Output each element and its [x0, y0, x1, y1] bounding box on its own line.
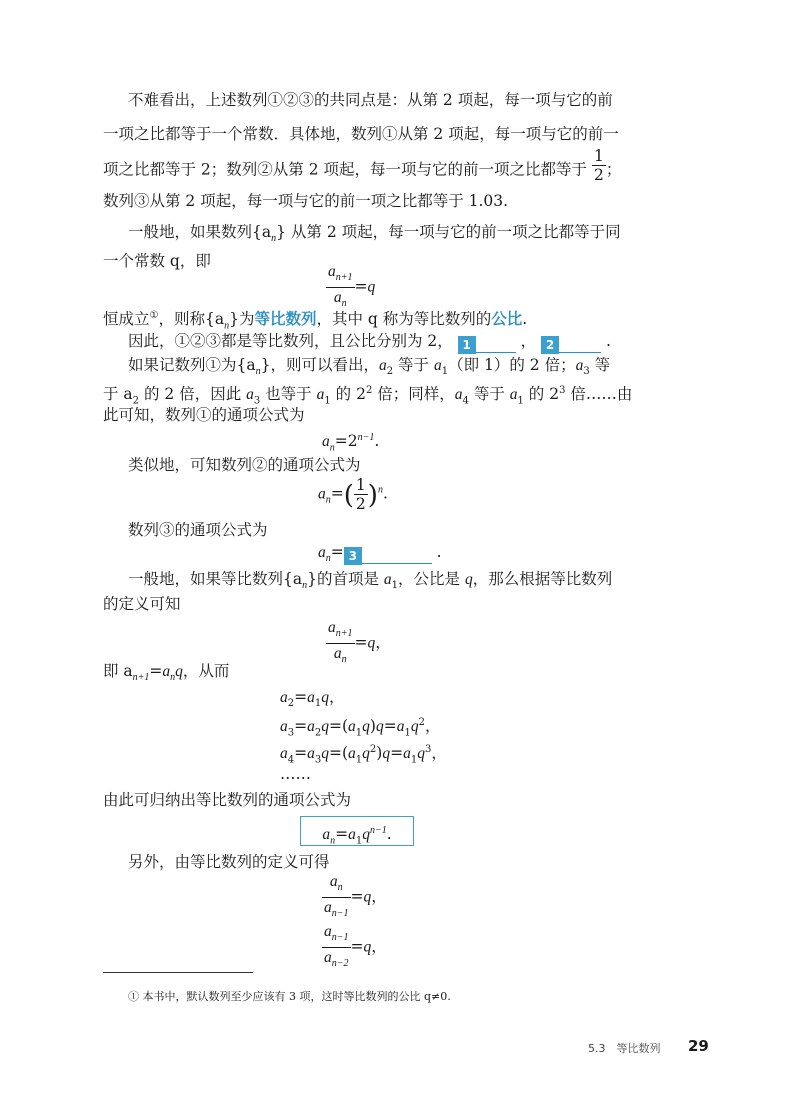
text-line: 类似地，可知数列②的通项公式为 [128, 456, 361, 474]
derivation-a3: $a_3=a_2q=(a_1q)q=a_1q^2$， [280, 717, 441, 739]
derivation-ellipsis: …… [280, 765, 311, 783]
ratio-equation-4: $\frac{a_{n-1}}{a_{n-2}}$ =q， [324, 923, 387, 970]
fraction-one-half: $\frac{1}{2}$ [593, 147, 604, 184]
definition-line: 恒成立①，则称$\{a_n\}$为等比数列，其中 q 称为等比数列的公比. [103, 310, 528, 332]
ratio-equation-3: $\frac{a_n}{a_{n-1}}$ =q， [324, 873, 387, 920]
formula-seq2: $a_n=$( $\frac{1}{2}$ )$^n$. [318, 476, 388, 513]
text-line: 数列③的通项公式为 [128, 521, 268, 539]
text-line: 不难看出，上述数列①②③的共同点是：从第 2 项起，每一项与它的前 [128, 91, 613, 109]
text-line: 此可知，数列①的通项公式为 [103, 406, 305, 424]
footnote: ① 本书中，默认数列至少应该有 3 项，这时等比数列的公比 q≠0. [128, 990, 451, 1003]
page-number: 29 [688, 1037, 709, 1055]
text-line: 一个常数 q，即 [103, 252, 211, 270]
text-line: 另外，由等比数列的定义可得 [128, 853, 330, 871]
text-line: 由此可归纳出等比数列的通项公式为 [103, 791, 352, 809]
ratio-equation: $\frac{a_{n+1}}{a_n}$ =q [328, 263, 376, 310]
term-geometric-sequence: 等比数列 [254, 310, 317, 329]
answer-blank-2[interactable]: 2 [541, 334, 601, 353]
text-line: 的定义可知 [103, 595, 181, 613]
derivation-a2: $a_2=a_1q$， [280, 688, 345, 710]
text-line: 于 $a_2$ 的 2 倍，因此 $a_3$ 也等于 $a_1$ 的 $2^2$ 倍；同样，$a_4$ 等于 $a_1$ 的 $2^3$ 倍……由 [103, 385, 633, 407]
text-line: 一般地，如果等比数列$\{a_n\}$的首项是 $a_1$，公比是 q，那么根据等比数列 [128, 570, 613, 592]
general-term-formula-box: $a_n=a_1q^{n-1}$. [300, 816, 414, 846]
ratio-equation-2: $\frac{a_{n+1}}{a_n}$ =q， [328, 619, 391, 666]
text-line: 数列③从第 2 项起，每一项与它的前一项之比都等于 1.03. [103, 192, 509, 210]
footnote-divider [103, 972, 253, 973]
text-line: 因此，①②③都是等比数列，且公比分别为 2， 1 ， 2 . [128, 332, 611, 352]
term-common-ratio: 公比 [491, 310, 523, 329]
derivation-a4: $a_4=a_3q=(a_1q^2)q=a_1q^3$， [280, 744, 447, 766]
text-line: 一般地，如果数列$\{a_n\}$ 从第 2 项起，每一项与它的前一项之比都等于同 [128, 223, 621, 245]
formula-seq1: $a_n=2^{n-1}$. [322, 432, 380, 454]
text-line: 一项之比都等于一个常数．具体地，数列①从第 2 项起，每一项与它的前一 [103, 125, 619, 143]
answer-blank-3[interactable]: 3 [344, 545, 432, 564]
text-line: 如果记数列①为$\{a_n\}$，则可以看出，$a_2$ 等于 $a_1$（即 1）的 2 倍；$a_3$ 等 [128, 356, 611, 378]
formula-seq3: $a_n= 3$ . [318, 543, 442, 565]
text-line: 即 $a_{n+1}=a_nq$，从而 [103, 662, 230, 684]
answer-blank-1[interactable]: 1 [458, 334, 516, 353]
footer-section: 5.3 等比数列 [588, 1042, 661, 1055]
text-line: 项之比都等于 2；数列②从第 2 项起，每一项与它的前一项之比都等于 $\frac{1}{2}$ ； [103, 147, 622, 184]
